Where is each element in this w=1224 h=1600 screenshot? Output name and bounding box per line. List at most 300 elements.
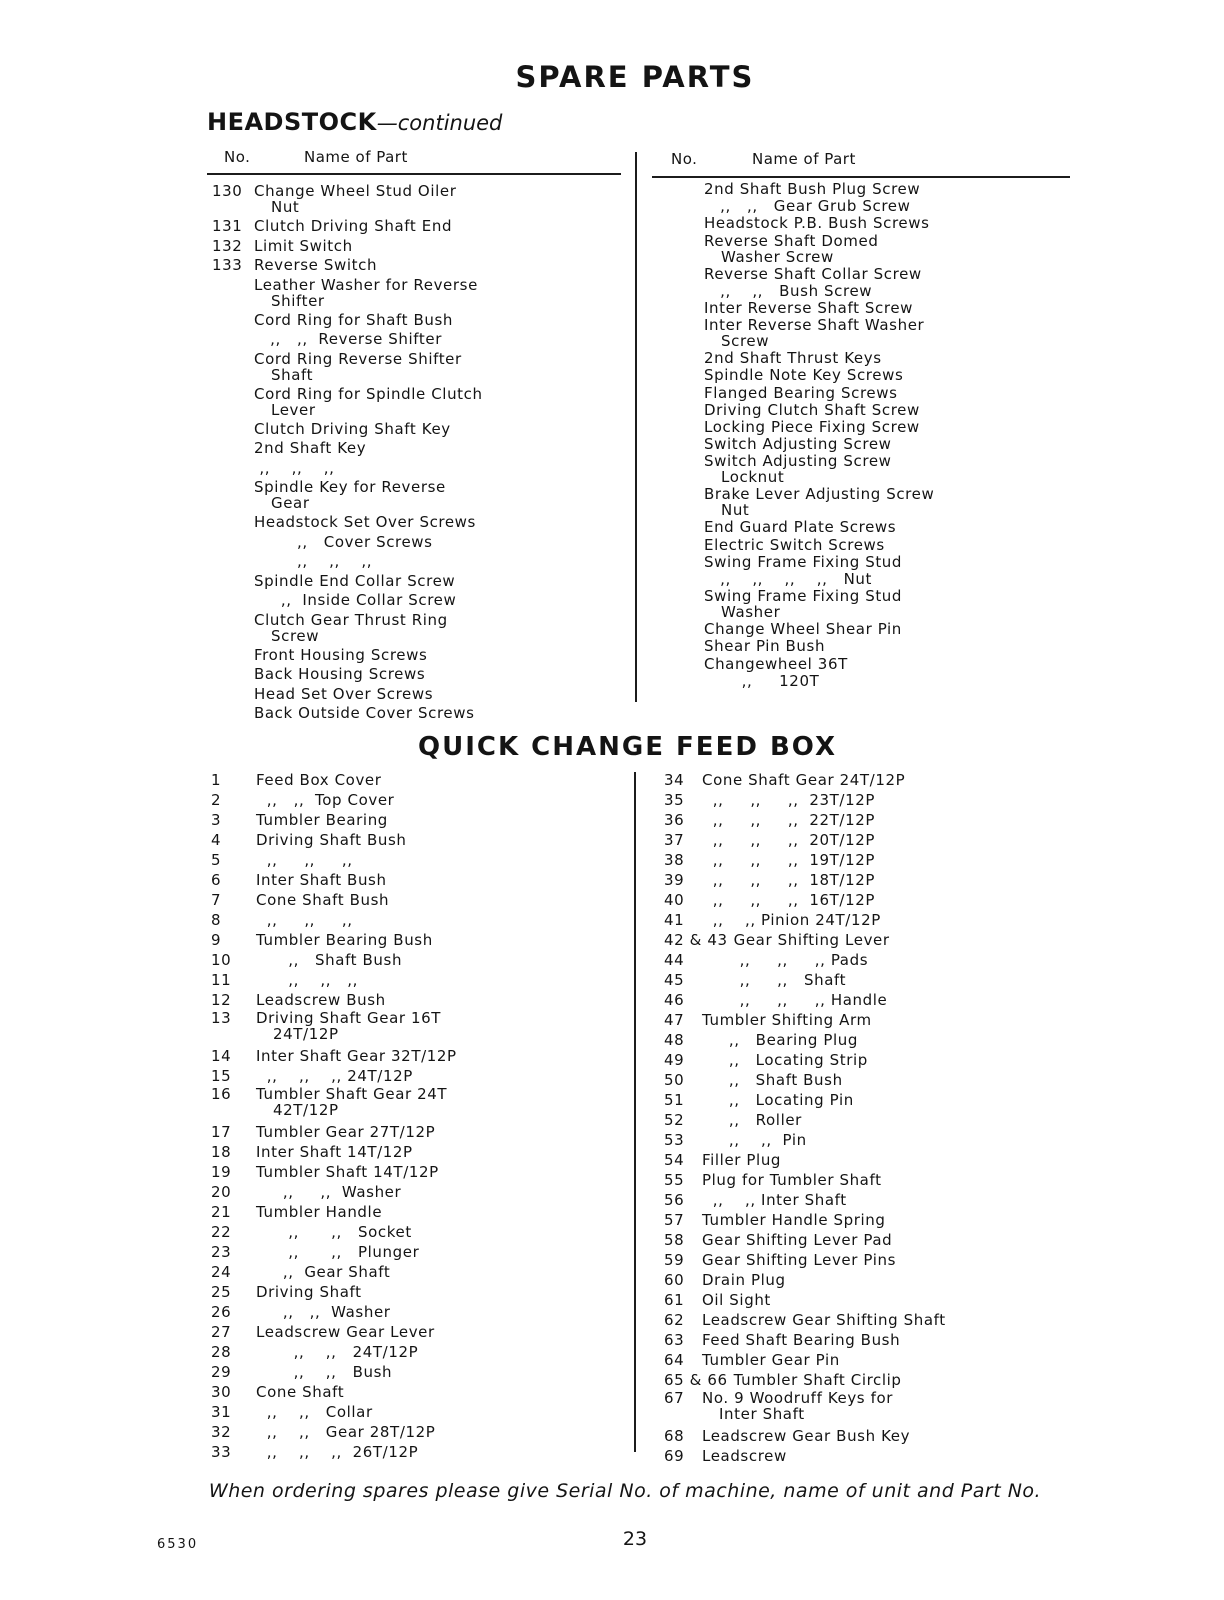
headstock-column-divider: [635, 152, 637, 702]
part-name: Tumbler Handle: [256, 1203, 383, 1221]
part-name-block: [256, 1066, 479, 1086]
part-name-block: [256, 910, 479, 930]
part-row: [664, 1150, 964, 1170]
part-name: Leadscrew Bush: [256, 991, 386, 1009]
part-name-block: [254, 277, 478, 309]
part-name-block: [254, 666, 477, 683]
part-number: 1: [211, 771, 222, 789]
part-name: ,, ,, Washer: [256, 1183, 402, 1201]
part-row: [704, 198, 924, 214]
part-name: ,, ,, Reverse Shifter: [254, 330, 442, 348]
part-name-block: [256, 1046, 479, 1066]
part-name: Gear Shifting Lever Pad: [702, 1231, 893, 1249]
part-name-block: [704, 283, 924, 299]
part-number: 50: [664, 1071, 685, 1089]
part-number: 27: [211, 1323, 232, 1341]
part-row: [704, 283, 924, 299]
part-name: Driving Clutch Shaft Screw: [704, 400, 920, 419]
part-row: [211, 1242, 479, 1262]
part-row: [664, 790, 964, 810]
feedbox-right-list: [664, 770, 964, 1466]
part-name-block: [254, 312, 477, 329]
part-row: [211, 1382, 479, 1402]
part-number: 52: [664, 1111, 685, 1129]
part-number: [212, 460, 254, 477]
part-name-block: [702, 1390, 964, 1422]
part-number: 46: [664, 991, 685, 1009]
part-name-block: [734, 930, 964, 950]
part-name: ,, ,, ,, ,, Nut: [704, 570, 872, 589]
part-name: Shear Pin Bush: [704, 637, 826, 656]
part-name-block: [256, 1122, 479, 1142]
part-row: [212, 479, 477, 511]
part-name-block: [254, 573, 477, 590]
part-number: 25: [211, 1283, 232, 1301]
part-name-block: [256, 1162, 479, 1182]
part-number: 31: [211, 1403, 232, 1421]
part-number: 133: [212, 256, 243, 274]
part-row: [664, 890, 964, 910]
part-number: 28: [211, 1343, 232, 1361]
feedbox-column-divider: [634, 772, 636, 1452]
part-number: [212, 440, 254, 457]
part-row: [211, 910, 479, 930]
part-number: 18: [211, 1143, 232, 1161]
part-name-block: [704, 436, 924, 452]
part-row: [211, 1442, 479, 1462]
part-row: [664, 1250, 964, 1270]
part-name-block: [702, 1170, 964, 1190]
headstock-title-suffix: —continued: [376, 111, 503, 135]
part-number: 34: [664, 771, 685, 789]
part-name-block: [704, 656, 924, 672]
part-name: Reverse Shaft Domed: [704, 231, 879, 250]
part-name: Head Set Over Screws: [254, 684, 434, 703]
part-number: 63: [664, 1331, 685, 1349]
part-number: 65 & 66: [664, 1371, 728, 1389]
part-name: ,, ,, ,, 22T/12P: [702, 811, 875, 829]
part-name: Cone Shaft Gear 24T/12P: [702, 771, 906, 789]
part-row: [211, 970, 479, 990]
part-row: [211, 1046, 479, 1066]
part-row: [664, 1030, 964, 1050]
part-name: ,, ,, ,, 16T/12P: [702, 891, 875, 909]
part-row: [664, 1230, 964, 1250]
part-name-block: [702, 850, 964, 870]
part-name: 2nd Shaft Key: [254, 439, 367, 457]
part-row: [211, 1202, 479, 1222]
part-name-block: [256, 1322, 479, 1342]
part-name-block: [702, 1150, 964, 1170]
part-name: Feed Shaft Bearing Bush: [702, 1331, 901, 1349]
part-name-block: [702, 1350, 964, 1370]
part-name-block: [702, 1050, 964, 1070]
part-name: ,, Shaft Bush: [702, 1071, 843, 1089]
part-name: Changewheel 36T: [704, 654, 848, 673]
part-name: 2nd Shaft Bush Plug Screw: [704, 180, 921, 198]
part-name-block: [704, 402, 924, 418]
part-name: Leather Washer for Reverse: [254, 275, 478, 294]
part-name: Headstock Set Over Screws: [254, 513, 476, 531]
part-number: 4: [211, 831, 222, 849]
part-name: Leadscrew: [702, 1447, 787, 1465]
part-row: [704, 402, 924, 418]
part-row: [704, 621, 924, 637]
part-name: ,, Inside Collar Screw: [254, 591, 457, 609]
part-row: [212, 183, 477, 215]
part-row: [211, 990, 479, 1010]
part-row: [664, 930, 964, 950]
part-name: Headstock P.B. Bush Screws: [704, 214, 930, 233]
part-name: Inter Shaft Bush: [256, 871, 387, 889]
part-name-block: [704, 181, 924, 197]
part-row: [704, 350, 924, 366]
part-number: 40: [664, 891, 685, 909]
part-name-block: [702, 1010, 964, 1030]
part-name-block: [254, 592, 477, 609]
part-number: 62: [664, 1311, 685, 1329]
part-name-block: [254, 514, 477, 531]
part-name: ,, 120T: [704, 671, 820, 690]
part-number: 69: [664, 1447, 685, 1465]
part-name-block: [256, 1442, 479, 1462]
feedbox-left-list: [211, 770, 479, 1462]
part-name-block: [704, 486, 934, 518]
part-name-block: [256, 1010, 479, 1042]
part-row: [664, 830, 964, 850]
part-row: [212, 218, 477, 235]
part-name-block: [256, 1382, 479, 1402]
part-name: Driving Shaft Bush: [256, 831, 407, 849]
part-name-block: [256, 1182, 479, 1202]
part-number: 37: [664, 831, 685, 849]
part-name: Spindle Key for Reverse: [254, 478, 446, 496]
part-name: Switch Adjusting Screw: [704, 435, 892, 454]
part-number: 13: [211, 1009, 232, 1027]
part-name-block: [256, 1362, 479, 1382]
part-name: Drain Plug: [702, 1271, 786, 1289]
part-row: [212, 573, 477, 590]
part-name-block: [704, 215, 930, 231]
part-name-block: [254, 612, 477, 644]
part-row: [664, 970, 964, 990]
part-row: [664, 1330, 964, 1350]
part-row: [704, 181, 924, 197]
part-name-block: [702, 1110, 964, 1130]
part-row: [704, 233, 924, 265]
part-name-block: [256, 1086, 479, 1118]
part-row: [664, 1170, 964, 1190]
part-name-block: [702, 1130, 964, 1150]
part-name: Tumbler Bearing Bush: [256, 931, 433, 949]
part-name: Reverse Switch: [254, 256, 378, 274]
part-name-block: [704, 233, 924, 265]
part-row: [211, 1122, 479, 1142]
part-row: [212, 460, 477, 477]
part-name-block: [702, 970, 964, 990]
part-row: [211, 1182, 479, 1202]
part-number: 7: [211, 891, 222, 909]
part-name: ,, Gear Shaft: [256, 1263, 391, 1281]
part-name: ,, ,, Washer: [256, 1303, 391, 1321]
part-row: [211, 890, 479, 910]
part-name-block: [704, 350, 924, 366]
part-name: ,, ,, ,,: [254, 552, 373, 570]
part-name: Clutch Driving Shaft End: [254, 217, 453, 235]
part-row: [211, 930, 479, 950]
part-number: 32: [211, 1423, 232, 1441]
part-name-continued: Inter Shaft: [719, 1405, 805, 1423]
part-name-block: [702, 1030, 964, 1050]
part-name-block: [256, 1402, 479, 1422]
part-row: [704, 638, 924, 654]
part-name: ,, ,, Top Cover: [256, 791, 395, 809]
part-row: [212, 686, 477, 703]
part-name-block: [256, 790, 479, 810]
part-row: [211, 1262, 479, 1282]
part-row: [664, 990, 964, 1010]
part-name-block: [254, 257, 477, 274]
part-name-block: [702, 1446, 964, 1466]
part-row: [664, 870, 964, 890]
part-row: [704, 266, 924, 282]
part-name-block: [702, 1250, 964, 1270]
part-name-block: [704, 588, 924, 620]
part-name-block: [256, 810, 479, 830]
part-row: [664, 910, 964, 930]
part-row: [664, 1350, 964, 1370]
part-number: 33: [211, 1443, 232, 1461]
quick-change-title: QUICK CHANGE FEED BOX: [418, 732, 837, 762]
part-name-block: [254, 440, 477, 457]
part-number: 64: [664, 1351, 685, 1369]
part-name: Brake Lever Adjusting Screw: [704, 485, 935, 504]
part-name-block: [256, 870, 479, 890]
part-row: [704, 571, 924, 587]
part-row: [211, 1282, 479, 1302]
part-number: 22: [211, 1223, 232, 1241]
part-row: [664, 1390, 964, 1422]
part-name-block: [704, 300, 924, 316]
part-number: 67: [664, 1389, 685, 1407]
part-name-continued: 24T/12P: [273, 1025, 339, 1043]
part-name-block: [254, 386, 483, 418]
part-name-block: [702, 1310, 964, 1330]
part-name: Tumbler Gear 27T/12P: [256, 1123, 436, 1141]
part-name-block: [704, 317, 924, 349]
part-number: [212, 331, 254, 348]
part-row: [211, 1066, 479, 1086]
part-name-block: [254, 647, 477, 664]
part-number: 2: [211, 791, 222, 809]
part-number: 26: [211, 1303, 232, 1321]
part-number: 9: [211, 931, 222, 949]
part-row: [212, 421, 477, 438]
part-row: [704, 588, 924, 620]
part-number: 39: [664, 871, 685, 889]
part-name-block: [704, 385, 924, 401]
part-name-block: [254, 218, 477, 235]
part-number: [212, 553, 254, 570]
part-number: 58: [664, 1231, 685, 1249]
part-number: [212, 479, 254, 511]
part-name: Tumbler Gear Pin: [702, 1351, 840, 1369]
part-number: 6: [211, 871, 222, 889]
part-name: Spindle End Collar Screw: [254, 571, 456, 590]
part-row: [704, 367, 924, 383]
part-name: ,, ,, ,,: [256, 851, 353, 869]
part-number: [212, 534, 254, 551]
part-name: Gear Shifting Lever: [733, 931, 890, 949]
part-row: [704, 385, 924, 401]
part-number: 35: [664, 791, 685, 809]
part-name: Cord Ring for Spindle Clutch: [254, 384, 483, 403]
part-row: [664, 1110, 964, 1130]
part-number: 55: [664, 1171, 685, 1189]
part-name: ,, Locating Pin: [702, 1091, 854, 1109]
part-name: ,, ,, Shaft: [702, 971, 847, 989]
part-row: [212, 277, 477, 309]
part-name: ,, ,, Socket: [256, 1223, 412, 1241]
part-number: [212, 705, 254, 722]
part-name-continued: Washer: [721, 603, 781, 622]
part-row: [704, 317, 924, 349]
part-name: Tumbler Shifting Arm: [702, 1011, 872, 1029]
part-name: Swing Frame Fixing Stud: [704, 587, 903, 606]
part-row: [211, 1402, 479, 1422]
part-name: Back Outside Cover Screws: [254, 704, 475, 722]
part-number: 14: [211, 1047, 232, 1065]
part-row: [211, 770, 479, 790]
part-name: Tumbler Shaft Gear 24T: [256, 1085, 448, 1103]
part-number: 10: [211, 951, 232, 969]
part-name: Swing Frame Fixing Stud: [704, 552, 903, 571]
part-name: Cone Shaft: [256, 1383, 345, 1401]
part-name: ,, ,, ,, 24T/12P: [256, 1067, 413, 1085]
part-name: Leadscrew Gear Shifting Shaft: [702, 1311, 946, 1329]
part-name-continued: Gear: [271, 494, 310, 512]
part-name: Tumbler Shaft 14T/12P: [256, 1163, 439, 1181]
part-name: Inter Reverse Shaft Washer: [704, 316, 925, 335]
part-name-block: [702, 770, 964, 790]
part-name: ,, ,, ,, 23T/12P: [702, 791, 875, 809]
part-number: 3: [211, 811, 222, 829]
right-header-rule: [652, 176, 1070, 178]
part-row: [212, 666, 477, 683]
part-row: [664, 1190, 964, 1210]
part-name: Cord Ring for Shaft Bush: [254, 310, 454, 329]
part-name: ,, ,, ,,: [256, 911, 353, 929]
part-number: [212, 592, 254, 609]
part-number: 60: [664, 1271, 685, 1289]
part-number: 15: [211, 1067, 232, 1085]
part-name: Cone Shaft Bush: [256, 891, 390, 909]
part-number: 8: [211, 911, 222, 929]
part-name: Limit Switch: [254, 236, 353, 255]
part-row: [211, 810, 479, 830]
part-number: 61: [664, 1291, 685, 1309]
part-name: ,, Locating Strip: [702, 1051, 868, 1069]
part-name-block: [256, 1342, 479, 1362]
part-row: [664, 1290, 964, 1310]
part-name-block: [702, 870, 964, 890]
headstock-title-text: HEADSTOCK: [207, 108, 377, 136]
part-name: ,, Shaft Bush: [256, 951, 403, 969]
part-name: ,, ,, ,, 19T/12P: [702, 851, 875, 869]
part-number: 5: [211, 851, 222, 869]
part-name: Gear Shifting Lever Pins: [702, 1251, 897, 1269]
part-row: [211, 950, 479, 970]
part-number: 24: [211, 1263, 232, 1281]
part-name-block: [256, 1202, 479, 1222]
part-row: [212, 238, 477, 255]
part-number: 130: [212, 182, 243, 200]
part-row: [212, 257, 477, 274]
part-row: [212, 440, 477, 457]
part-name: Tumbler Handle Spring: [702, 1211, 886, 1229]
part-name-block: [254, 479, 477, 511]
part-row: [704, 485, 935, 520]
part-number: 47: [664, 1011, 685, 1029]
part-row: [664, 1050, 964, 1070]
part-name-block: [734, 1370, 964, 1390]
part-name-block: [702, 830, 964, 850]
part-name: Front Housing Screws: [254, 645, 428, 664]
left-header-no: No.: [224, 148, 251, 166]
right-header-no: No.: [671, 150, 698, 168]
part-number: 38: [664, 851, 685, 869]
part-name-block: [256, 1422, 479, 1442]
part-number: 51: [664, 1091, 685, 1109]
part-name-block: [704, 638, 924, 654]
part-row: [211, 1142, 479, 1162]
part-name: Feed Box Cover: [256, 771, 382, 789]
part-name: ,, ,, ,,: [254, 458, 335, 477]
part-name: Flanged Bearing Screws: [704, 383, 898, 402]
part-row: [211, 1222, 479, 1242]
part-number: [212, 686, 254, 703]
part-row: [664, 810, 964, 830]
part-name-block: [254, 460, 477, 477]
part-row: [704, 436, 924, 452]
part-name-continued: Nut: [721, 501, 750, 520]
part-number: 44: [664, 951, 685, 969]
part-name-block: [704, 519, 924, 535]
part-name-block: [702, 810, 964, 830]
part-name-block: [702, 1230, 964, 1250]
part-name-block: [702, 1426, 964, 1446]
part-row: [704, 419, 924, 435]
part-name-block: [256, 890, 479, 910]
part-name-block: [256, 770, 479, 790]
part-name-continued: Nut: [271, 198, 300, 216]
part-row: [664, 1270, 964, 1290]
part-name-continued: Washer Screw: [721, 247, 834, 266]
part-number: 56: [664, 1191, 685, 1209]
part-name: Change Wheel Stud Oiler: [254, 182, 457, 200]
part-row: [664, 850, 964, 870]
part-name: Cord Ring Reverse Shifter: [254, 349, 462, 368]
part-name-block: [704, 554, 924, 570]
part-name-block: [702, 1270, 964, 1290]
part-row: [664, 1446, 964, 1466]
part-name-block: [254, 705, 477, 722]
part-name: ,, ,, Gear Grub Screw: [704, 197, 911, 216]
left-header-rule: [207, 173, 621, 175]
part-name-continued: Shifter: [271, 291, 325, 310]
part-number: 59: [664, 1251, 685, 1269]
part-row: [211, 850, 479, 870]
